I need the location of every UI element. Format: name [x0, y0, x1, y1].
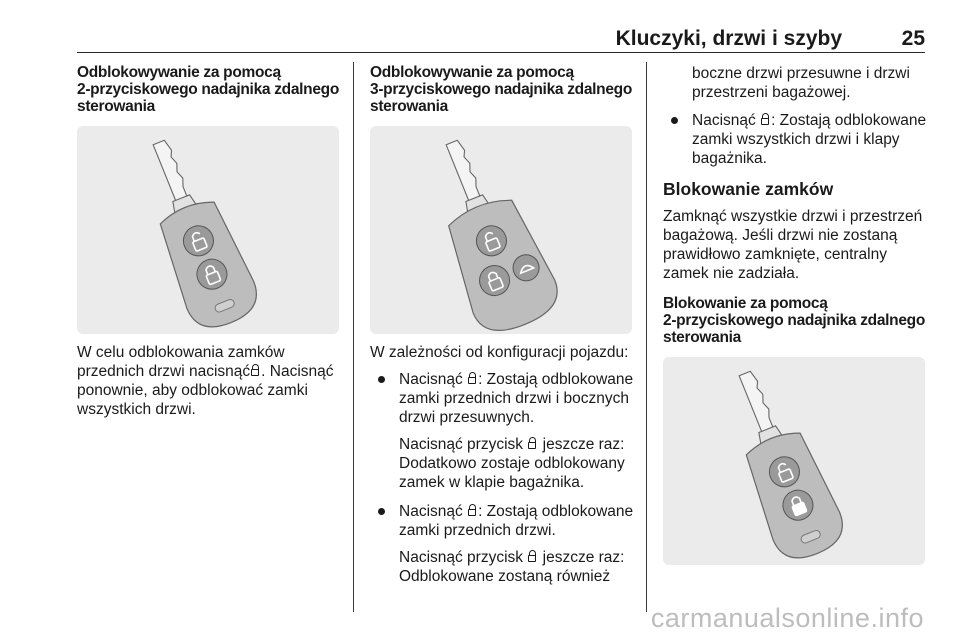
unlock-icon: [528, 437, 537, 450]
key-fob-3-button-image: [370, 126, 632, 334]
page-number: 25: [901, 27, 925, 50]
key-fob-2-button-lock-image: [663, 357, 925, 565]
column-divider-1: [353, 62, 354, 612]
list-item: Nacisnąć : Zostają odblokowane zamki przednich drzwi i bocznych drzwi przesuwnych. Nacisnąć przycisk jeszcze raz: Dodatkowo zostaje odblokowany zamek w klapie bagażnika.: [370, 370, 638, 492]
unlock-icon: [251, 364, 260, 377]
bullet-dot: [671, 117, 678, 124]
column-1: [77, 64, 345, 419]
key-fob-2-button-image: [77, 126, 339, 334]
bullet-dot: [378, 508, 385, 515]
column-2: [370, 64, 638, 596]
paragraph-locking: Zamknąć wszystkie drzwi i przestrzeń bagażową. Jeśli drzwi nie zostaną prawidłowo zamknięte, centralny zamek nie zadziała.: [663, 208, 923, 282]
unlock-icon: [468, 372, 477, 385]
section-title-locking: Blokowanie zamków: [663, 179, 834, 199]
column-divider-2: [646, 62, 647, 612]
unlock-icon: [761, 113, 770, 126]
bullet-dot: [378, 376, 385, 383]
list-item: Nacisnąć : Zostają odblokowane zamki wszystkich drzwi i klapy bagażnika.: [663, 111, 928, 168]
bullet-list: [370, 370, 638, 586]
section-heading-lock-2btn: Blokowanie za pomocą 2-przyciskowego nadajnika zdalnego sterowania: [663, 295, 925, 346]
unlock-icon: [528, 550, 537, 563]
intro-text: W zależności od konfiguracji pojazdu:: [370, 344, 629, 361]
continued-text: boczne drzwi przesuwne i drzwi przestrzeni bagażowej.: [692, 65, 910, 101]
list-item: Nacisnąć : Zostają odblokowane zamki przednich drzwi. Nacisnąć przycisk jeszcze raz: Odblokowane zostaną również: [370, 502, 638, 586]
section-heading-unlock-3btn: Odblokowywanie za pomocą 3-przyciskowego nadajnika zdalnego sterowania: [370, 64, 632, 115]
bullet-list: [663, 111, 928, 168]
paragraph-unlock-2btn: W celu odblokowania zamków przednich drzwi nacisnąć . Nacisnąć ponownie, aby odblokować zamki wszystkich drzwi.: [77, 344, 334, 418]
header-divider: [77, 52, 925, 53]
page-header-title: Kluczyki, drzwi i szyby: [615, 27, 842, 50]
unlock-icon: [468, 504, 477, 517]
watermark: carmanualsonline.info: [650, 603, 924, 633]
section-heading-unlock-2btn: Odblokowywanie za pomocą 2-przyciskowego nadajnika zdalnego sterowania: [77, 64, 339, 115]
column-3: [663, 64, 928, 565]
